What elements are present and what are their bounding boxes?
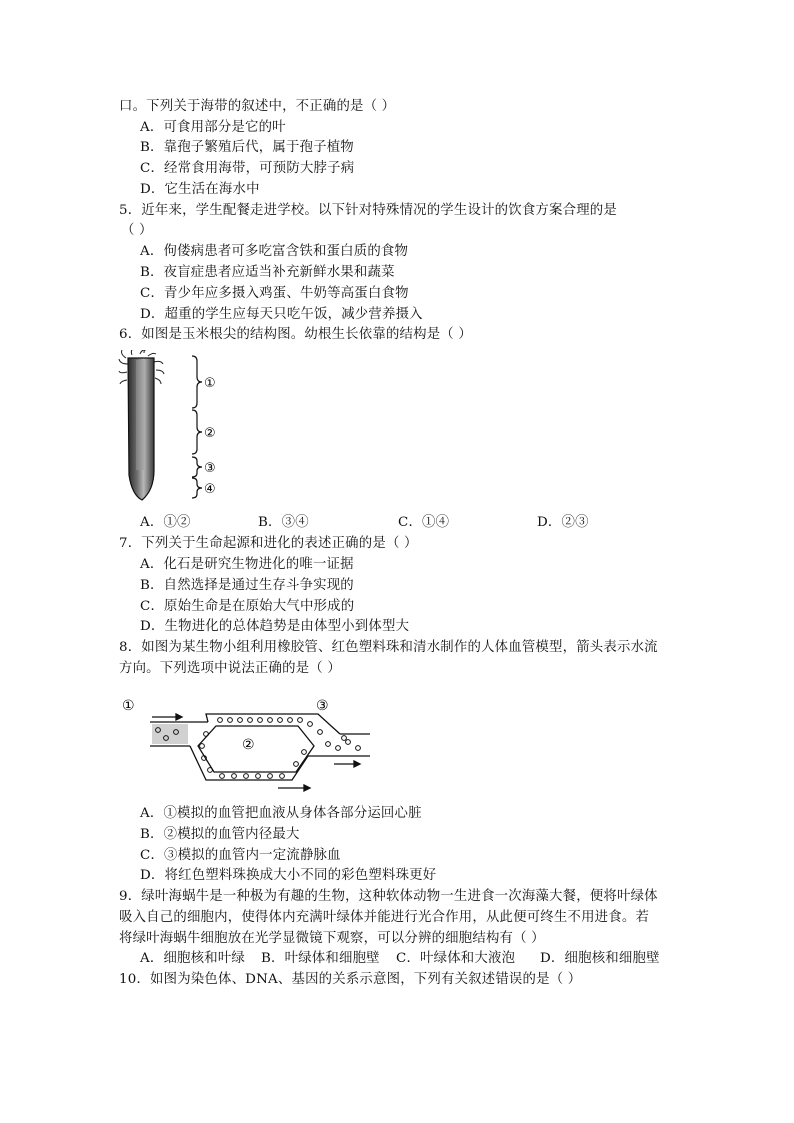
q8-option-c: C．③模拟的血管内一定流静脉血: [140, 848, 341, 863]
q5-option-c: C．青少年应多摄入鸡蛋、牛奶等高蛋白食物: [140, 286, 409, 301]
q8-option-d: D．将红色塑料珠换成大小不同的彩色塑料珠更好: [140, 868, 437, 883]
q8-stem-line2: 方向。下列选项中说法正确的是（ ）: [119, 661, 341, 676]
q9-stem-line2: 吸入自己的细胞内，使得体内充满叶绿体并能进行光合作用，从此便可终生不用进食。若: [119, 910, 650, 925]
vessel-label-2: ②: [242, 737, 255, 753]
q9-stem-line3: 将绿叶海蜗牛细胞放在光学显微镜下观察，可以分辨的细胞结构有（ ）: [119, 931, 545, 946]
q4-option-a: A．可食用部分是它的叶: [140, 120, 286, 135]
q9-option-d: D．细胞核和细胞壁: [540, 951, 660, 966]
figure-label-3: ③: [204, 461, 216, 476]
q7-option-a: A．化石是研究生物进化的唯一证据: [140, 557, 354, 572]
blood-vessel-model-figure: [118, 690, 378, 800]
q8-option-a: A．①模拟的血管把血液从身体各部分运回心脏: [140, 806, 422, 821]
tube-outline: [150, 714, 370, 780]
q5-option-b: B．夜盲症患者应适当补充新鲜水果和蔬菜: [140, 265, 395, 280]
q8-option-b: B．②模拟的血管内径最大: [140, 827, 300, 842]
q6-option-d: D．②③: [537, 515, 589, 530]
q5-option-a: A．佝偻病患者可多吃富含铁和蛋白质的食物: [140, 244, 409, 259]
figure-label-1: ①: [204, 376, 216, 391]
q7-option-b: B．自然选择是通过生存斗争实现的: [140, 578, 354, 593]
figure-label-2: ②: [204, 426, 216, 441]
q9-option-a: A．细胞核和叶绿: [140, 951, 246, 966]
q5-stem-line2: （ ）: [121, 223, 153, 238]
q4-stem: 口。下列关于海带的叙述中，不正确的是（ ）: [119, 99, 396, 114]
q9-option-b: B．叶绿体和细胞壁: [261, 951, 380, 966]
root-tip-figure: [118, 350, 228, 510]
zone-braces: [192, 356, 202, 498]
figure-label-4: ④: [204, 482, 216, 497]
q6-option-c: C．①④: [398, 515, 450, 530]
q6-stem: 6．如图是玉米根尖的结构图。幼根生长依靠的结构是（ ）: [119, 327, 472, 342]
vessel-label-3: ③: [316, 698, 329, 714]
q7-option-d: D．生物进化的总体趋势是由体型小到体型大: [140, 619, 410, 634]
q4-option-c: C．经常食用海带，可预防大脖子病: [140, 161, 355, 176]
q6-option-b: B．③④: [258, 515, 309, 530]
q9-stem-line1: 9．绿叶海蜗牛是一种极为有趣的生物，这种软体动物一生进食一次海藻大餐，便将叶绿体: [119, 889, 658, 904]
q10-stem: 10．如图为染色体、DNA、基因的关系示意图，下列有关叙述错误的是（ ）: [119, 972, 582, 987]
vessel-label-1: ①: [122, 698, 135, 714]
q9-option-c: C．叶绿体和大液泡: [396, 951, 516, 966]
q5-option-d: D．超重的学生应每天只吃午饭，减少营养摄入: [140, 307, 423, 322]
q6-option-a: A．①②: [140, 515, 191, 530]
q4-option-d: D．它生活在海水中: [140, 182, 260, 197]
q8-stem-line1: 8．如图为某生物小组利用橡胶管、红色塑料珠和清水制作的人体血管模型，箭头表示水流: [119, 640, 658, 655]
q4-option-b: B．靠孢子繁殖后代，属于孢子植物: [140, 140, 354, 155]
q7-stem: 7．下列关于生命起源和进化的表述正确的是（ ）: [119, 536, 418, 551]
q7-option-c: C．原始生命是在原始大气中形成的: [140, 599, 355, 614]
q5-stem-line1: 5．近年来，学生配餐走进学校。以下针对特殊情况的学生设计的饮食方案合理的是: [119, 203, 617, 218]
